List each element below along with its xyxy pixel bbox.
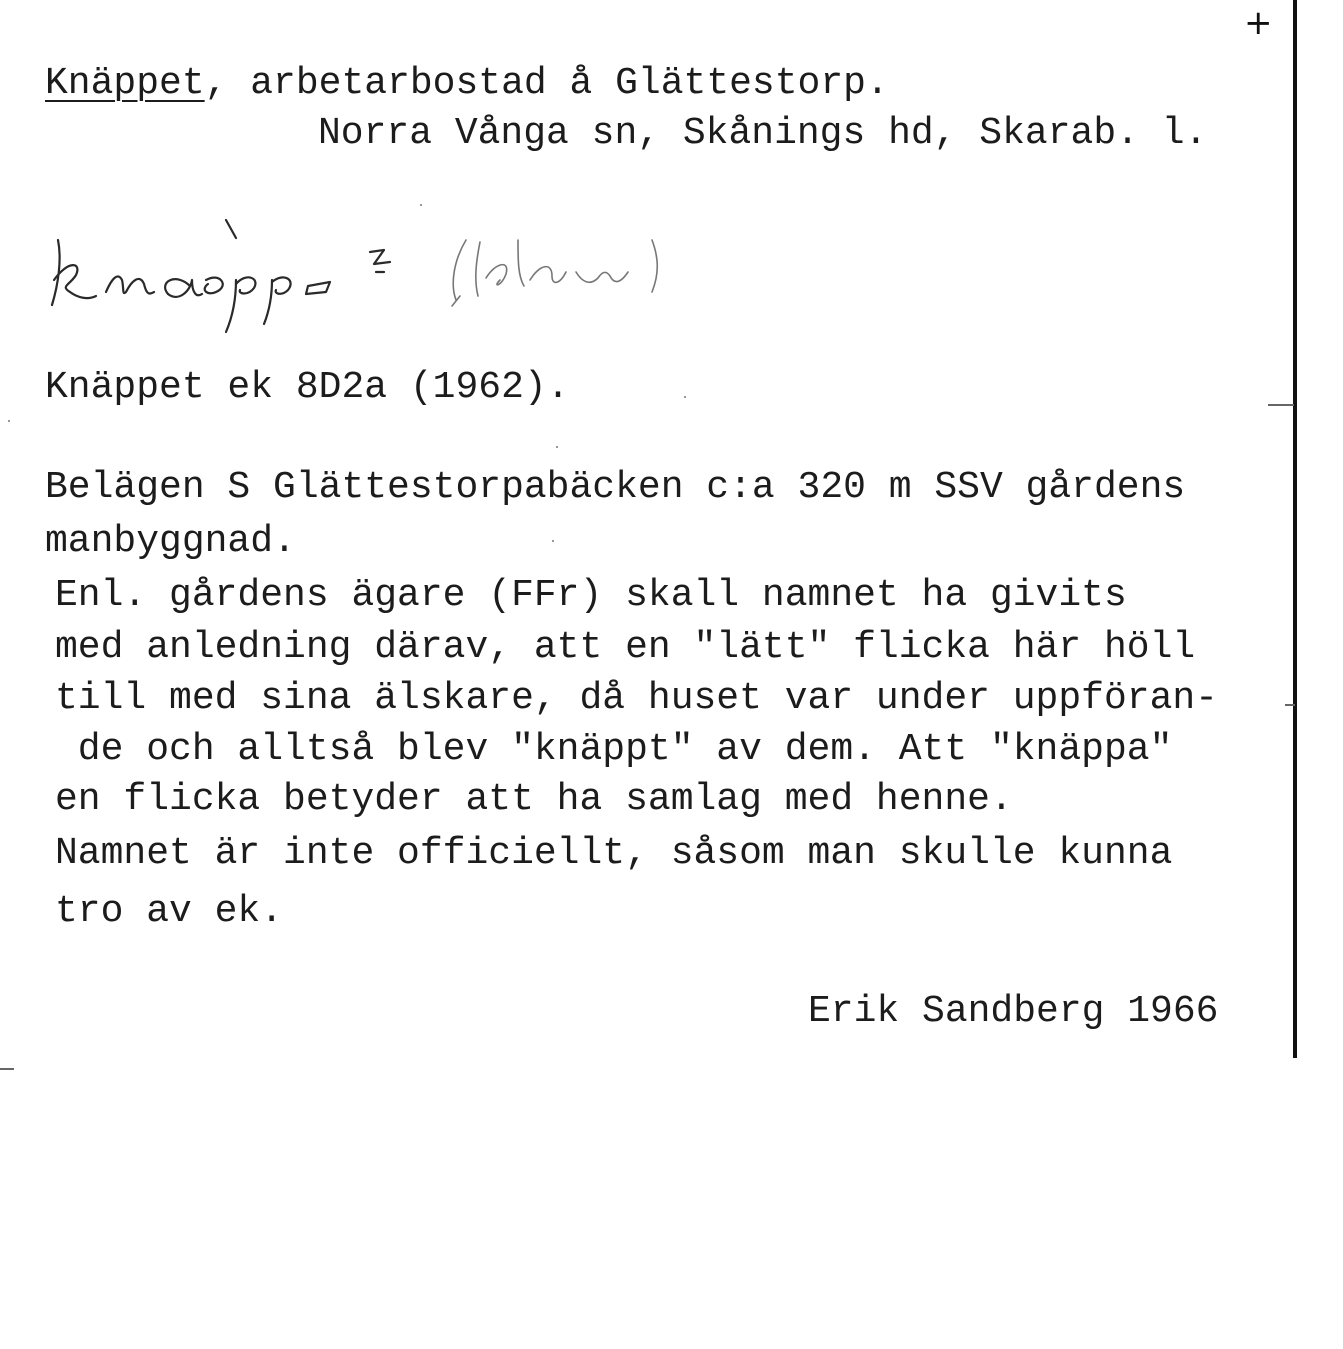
card-right-border <box>1293 0 1297 1058</box>
body-line-5: till med sina älskare, då huset var under uppföran- <box>55 677 1218 720</box>
edge-tick <box>1268 404 1294 406</box>
paper-speck <box>552 540 554 542</box>
handwritten-note-drawing <box>40 200 740 340</box>
headword: Knäppet <box>45 62 205 105</box>
body-line-9: tro av ek. <box>55 890 284 933</box>
corner-mark: + <box>1244 3 1273 43</box>
body-line-7: en flicka betyder att ha samlag med henne. <box>55 778 1013 821</box>
body-line-2: manbyggnad. <box>45 520 296 563</box>
paper-speck <box>684 396 686 398</box>
paper-speck <box>8 420 10 422</box>
body-line-3: Enl. gårdens ägare (FFr) skall namnet ha givits <box>55 574 1127 617</box>
paper-speck <box>420 204 422 206</box>
signature: Erik Sandberg 1966 <box>808 990 1219 1033</box>
body-line-6: de och alltså blev "knäppt" av dem. Att "knäppa" <box>55 728 1173 771</box>
paper-speck <box>556 446 558 448</box>
body-line-4: med anledning därav, att en "lätt" flicka här höll <box>55 626 1196 669</box>
edge-tick <box>0 1068 14 1070</box>
heading-description: , arbetarbostad å Glättestorp. <box>204 62 889 105</box>
body-line-1: Belägen S Glättestorpabäcken c:a 320 m SSV gårdens <box>45 466 1186 509</box>
heading-line <box>45 62 889 106</box>
location-line: Norra Vånga sn, Skånings hd, Skarab. l. <box>318 112 1208 155</box>
handwritten-note <box>40 200 740 340</box>
map-reference: Knäppet ek 8D2a (1962). <box>45 366 570 409</box>
edge-tick <box>1285 704 1295 706</box>
body-line-8: Namnet är inte officiellt, såsom man skulle kunna <box>55 832 1173 875</box>
